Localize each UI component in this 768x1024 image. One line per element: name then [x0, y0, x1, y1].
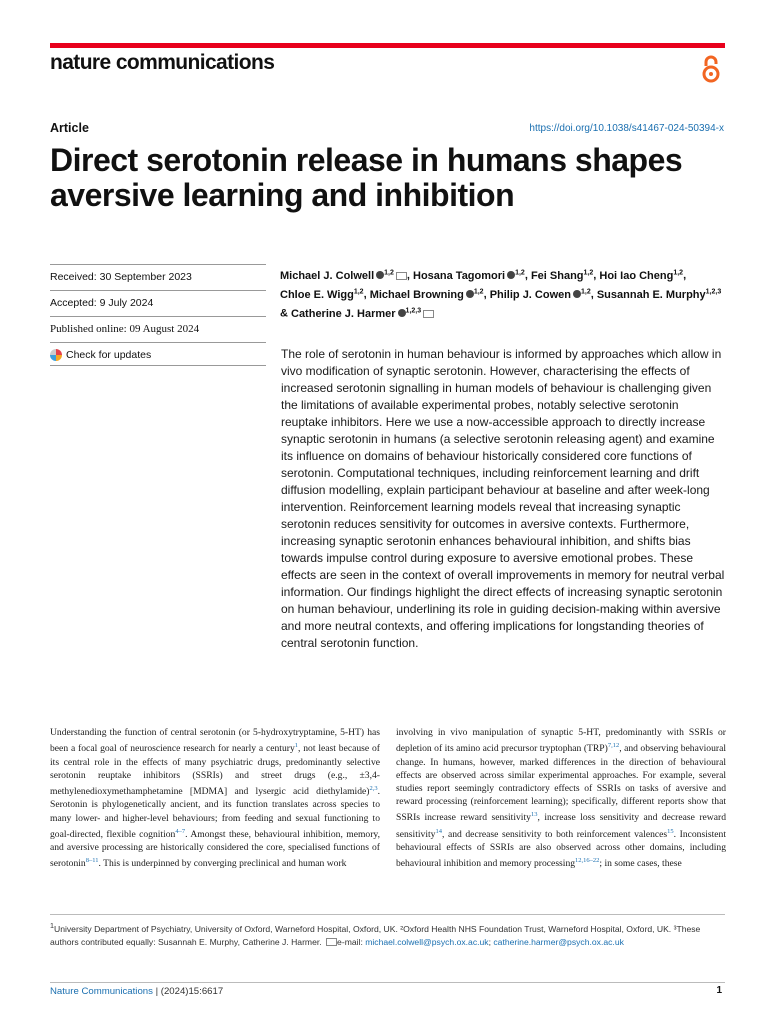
abstract: The role of serotonin in human behaviour is informed by approaches which allow in vivo modification of synaptic serotonin. However, characterising the effects of increased serotonin signalling in human models of behaviour is challenging given the limitations of available experimental probes, notably selective serotonin reuptake inhibitors. Here we use a now-accessible approach to directly increase synaptic serotonin in humans (a selective serotonin releasing agent) and examine its influence on domains of behaviour historically considered core functions of serotonin. Computational techniques, including reinforcement learning and drift diffusion modelling, explain participant behaviour at baseline and after week-long intervention. Reinforcement learning models reveal that increasing synaptic serotonin reduces sensitivity for outcomes in aversive contexts. Furthermore, increasing synaptic serotonin enhances behavioural inhibition, and shifts bias towards impulse control during exposure to aversive emotional probes. These effects are seen in the context of overall improvements in memory for neutral verbal information. Our findings highlight the direct effects of increasing synaptic serotonin on human behaviour, underlining its role in guiding decision-making within aversive and more neutral contexts, and offering implications for longstanding theories of central serotonin function.: [281, 347, 725, 650]
author-name-text: Michael J. Colwell: [280, 269, 375, 282]
author-list: Michael J. Colwell $^{1,2}$ , Hosana Tagomori $^{1,2}$, Fei Shang$^{1,2}$, Hoi Iao Cheng$^{1,2}$, Chloe E. Wigg$^{1,2}$, Michael Browning $^{1,2}$, Philip J. Cowen $^{1,2}$, Susannah E. Murphy$^{1,2,3}$ & Catherine J. Harmer $^{1,2,3}$: [280, 269, 722, 320]
citation-ref[interactable]: 7,12: [607, 742, 620, 750]
author-name[interactable]: [280, 289, 364, 301]
footnote-rule: [50, 914, 725, 915]
email-link-harmer[interactable]: catherine.harmer@psych.ox.ac.uk: [493, 936, 624, 947]
author-name-text: Susannah E. Murphy: [596, 288, 706, 301]
orcid-icon[interactable]: [507, 271, 515, 279]
email-icon: [326, 938, 337, 946]
affiliation-marker: 1: [50, 922, 54, 930]
author-name-text: Fei Shang: [530, 269, 584, 282]
email-label: e-mail:: [337, 936, 366, 947]
author-affiliation-sup: 1,2,3: [705, 288, 722, 296]
email-separator: ;: [488, 936, 491, 947]
orcid-icon[interactable]: [573, 290, 581, 298]
author-name[interactable]: [370, 289, 484, 301]
author-name[interactable]: [531, 270, 593, 282]
author-name-text: Hoi Iao Cheng: [599, 269, 674, 282]
author-name-text: Philip J. Cowen: [489, 288, 571, 301]
author-name-text: Hosana Tagomori: [413, 269, 506, 282]
email-icon[interactable]: [423, 310, 434, 318]
citation-ref[interactable]: 8–11: [85, 857, 99, 865]
affiliations-text: University Department of Psychiatry, University of Oxford, Warneford Hospital, Oxford, UK. ²Oxford Health NHS Foundation Trust, Warneford Hospital, Oxford, UK. ³These authors contributed equally: Susannah E. Murphy, Catherine J. Harmer.: [50, 923, 701, 947]
check-updates-icon: [50, 349, 62, 361]
check-updates-button[interactable]: [50, 342, 266, 366]
author-affiliation-sup: 1,2: [583, 269, 594, 276]
article-type-label: Article: [50, 121, 89, 135]
author-name[interactable]: [291, 308, 434, 320]
page-number: 1: [716, 985, 722, 996]
orcid-icon[interactable]: [466, 290, 474, 298]
open-access-icon[interactable]: [700, 54, 722, 84]
author-name-text: Michael Browning: [369, 288, 464, 301]
email-icon[interactable]: [396, 272, 407, 280]
affiliations-footnote: [50, 920, 725, 949]
body-column-left: Understanding the function of central serotonin (or 5-hydroxytryptamine, 5-HT) has been a focal goal of neuroscience research for nearly a century$^1$, not least because of its central role in the effects of many psychiatric drugs, predominantly selective serotonin reuptake inhibitors (SSRIs) and street drugs (e.g., ±3,4-methylenedioxymethamphetamine [MDMA] and lysergic acid diethylamide)$^{2,3}$. Serotonin is phylogenetically ancient, and its function translates across species to many lower- and higher-level behaviours; from feeding and sexual functioning to goal-directed, flexible cognition$^{4-7}$. Amongst these, behavioural inhibition, memory, and aversive processing are historically considered the core, specialised functions of serotonin$^{8-11}$. This is underpinned by converging preclinical and human work: [50, 727, 381, 870]
footer-citation-text: | (2024)15:6617: [152, 986, 224, 997]
author-name-text: Catherine J. Harmer: [291, 307, 396, 320]
footer-rule: [50, 982, 725, 983]
published-date: Published online: 09 August 2024: [50, 316, 266, 342]
received-date: Received: 30 September 2023: [50, 264, 266, 290]
orcid-icon[interactable]: [398, 309, 406, 317]
author-affiliation-sup: 1,2: [353, 288, 364, 296]
footer-citation: [50, 986, 223, 997]
author-name[interactable]: [599, 270, 683, 282]
accepted-date: Accepted: 9 July 2024: [50, 290, 266, 316]
citation-ref[interactable]: 13: [530, 811, 538, 819]
orcid-icon[interactable]: [376, 271, 384, 279]
author-affiliation-sup: 1,2: [580, 288, 591, 296]
author-name[interactable]: [280, 270, 407, 282]
citation-ref[interactable]: 1: [294, 742, 299, 750]
journal-name[interactable]: nature communications: [50, 51, 275, 74]
author-affiliation-sup: 1,2: [673, 269, 684, 276]
author-affiliation-sup: 1,2: [515, 269, 525, 276]
author-name[interactable]: [413, 270, 525, 282]
footer-journal-link[interactable]: Nature Communications: [50, 986, 153, 997]
author-name[interactable]: [490, 289, 591, 301]
doi-link[interactable]: https://doi.org/10.1038/s41467-024-50394-x: [529, 123, 724, 134]
citation-ref[interactable]: 12,16–22: [575, 857, 600, 865]
citation-ref[interactable]: 15: [667, 827, 674, 835]
check-updates-label: Check for updates: [66, 349, 152, 361]
article-title: Direct serotonin release in humans shapes aversive learning and inhibition: [50, 142, 683, 213]
author-name-text: Chloe E. Wigg: [280, 288, 354, 301]
body-column-right: involving in vivo manipulation of synaptic 5-HT, predominantly with SSRIs or depletion of its amino acid precursor tryptophan (TRP)$^{7,12}$, and observing behavioural change. In humans, however, marked differences in the direction of behavioural effects are observed across similar experimental approaches. For example, several studies report seemingly contradictory effects of SSRIs on tasks of aversive and reward processing (reinforcement learning); specifically, different reports show that SSRIs increase reward sensitivity$^{13}$, increase loss sensitivity and decrease reward sensitivity$^{14}$, and decrease sensitivity to both reinforcement valences$^{15}$. Inconsistent behavioural effects of SSRIs are also observed across other domains, including behavioural inhibition and memory processing$^{12,16-22}$; in some cases, these: [396, 727, 726, 870]
email-link-colwell[interactable]: michael.colwell@psych.ox.ac.uk: [365, 936, 489, 947]
citation-ref[interactable]: 2,3: [369, 785, 378, 792]
citation-ref[interactable]: 14: [435, 827, 442, 835]
author-name[interactable]: [597, 289, 721, 301]
header-rule: [50, 43, 725, 48]
author-affiliation-sup: 1,2: [473, 288, 484, 296]
author-affiliation-sup: 1,2: [384, 269, 394, 276]
citation-ref[interactable]: 4–7: [175, 827, 186, 835]
author-affiliation-sup: 1,2,3: [405, 307, 422, 315]
